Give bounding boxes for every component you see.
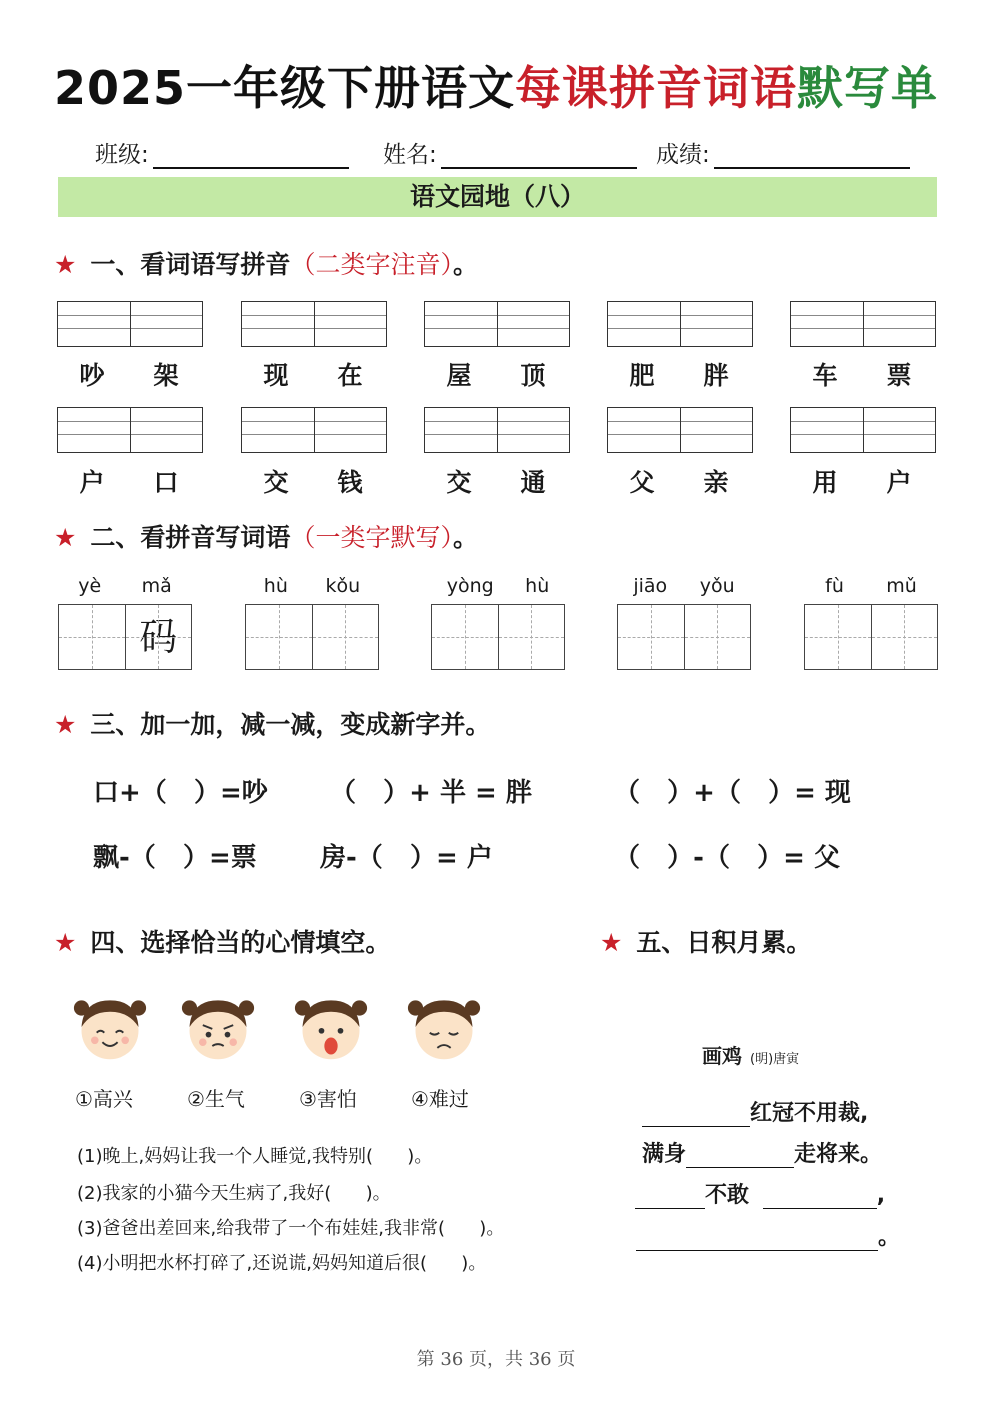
tianzige-box[interactable] [245,604,379,670]
pinyin-prompt [58,575,192,597]
section2-hint: （一类字默写） [290,523,453,552]
section1-heading [54,245,478,281]
title-part-red: 每课拼音词语 [515,61,798,115]
pinyin-cell[interactable] [497,302,570,346]
section3-heading [54,705,490,741]
word-char: 户 [886,468,912,497]
page-title [0,52,992,118]
tianzige-cell[interactable] [684,605,751,669]
class-field [95,136,349,169]
word-char: 车 [812,361,838,390]
word [605,356,753,392]
sentence-2: (2)我家的小猫今天生病了,我好( )。 [77,1183,391,1204]
poem-line-1-text: 红冠不用裁, [750,1101,869,1126]
score-label: 成绩: [656,142,710,168]
word [605,463,753,499]
word-char: 肥 [629,361,655,390]
poem-line-4 [636,1220,900,1251]
word-char: 交 [446,468,472,497]
word-char: 父 [629,468,655,497]
pinyin-syllable: hù [263,575,288,597]
mood-happy: ①高兴 [75,1087,133,1111]
pinyin-writing-box[interactable] [790,407,936,453]
pinyin-writing-box[interactable] [607,407,753,453]
poem-author: (明)唐寅 [750,1052,800,1067]
pinyin-cell[interactable] [425,302,497,346]
equation-6: （ ）-（ ）= 父 [614,843,840,873]
word-char: 交 [263,468,289,497]
tianzige-cell[interactable] [432,605,498,669]
name-field [383,136,637,169]
name-input-line[interactable] [441,143,637,169]
pinyin-cell[interactable] [314,408,387,452]
title-part-black: 2025一年级下册语文 [53,61,516,115]
word-char: 现 [263,361,289,390]
word-char: 通 [520,468,546,497]
tianzige-cell[interactable] [59,605,125,669]
tianzige-cell[interactable] [246,605,312,669]
score-field [656,136,910,169]
word [239,356,387,392]
pinyin-syllable: mǔ [886,575,917,597]
poem-comma: , [876,1183,886,1208]
tianzige-cell[interactable] [312,605,379,669]
pinyin-syllable: mǎ [141,575,172,597]
pinyin-cell[interactable] [425,408,497,452]
poem-line-3-text: 不敢 [705,1183,750,1208]
sentence-1: (1)晚上,妈妈让我一个人睡觉,我特别( )。 [77,1146,433,1167]
poem-blank[interactable] [636,1228,878,1251]
word [422,463,570,499]
pinyin-syllable: yè [78,575,102,597]
equation-2: （ ）+ 半 = 胖 [330,778,532,808]
pinyin-syllable: yǒu [699,575,735,597]
pinyin-writing-box[interactable] [57,407,203,453]
section1-title: 一、看词语写拼音 [90,250,291,279]
sad-face-icon [406,988,482,1066]
pinyin-cell[interactable] [680,408,753,452]
pinyin-writing-box[interactable] [57,301,203,347]
tianzige-cell[interactable] [498,605,565,669]
mood-sad: ④难过 [411,1087,469,1111]
word [55,463,203,499]
pinyin-cell[interactable] [791,302,863,346]
pinyin-cell[interactable] [314,302,387,346]
pinyin-syllable: fù [825,575,844,597]
word-char: 亲 [703,468,729,497]
poem-line-2 [642,1137,882,1168]
class-input-line[interactable] [153,143,349,169]
tianzige-box[interactable] [617,604,751,670]
star-icon: ★ [54,710,77,739]
section2-end: 。 [452,523,478,552]
pinyin-syllable: yòng [446,575,494,597]
word-char: 胖 [703,361,729,390]
word-char: 口 [153,468,179,497]
pinyin-writing-box[interactable] [607,301,753,347]
word [55,356,203,392]
word [788,356,936,392]
pinyin-cell[interactable] [680,302,753,346]
name-label: 姓名: [383,142,437,168]
pinyin-cell[interactable] [863,302,936,346]
tianzige-cell[interactable]: 码 [125,605,192,669]
poem-line-3 [635,1178,885,1209]
pinyin-writing-box[interactable] [241,407,387,453]
pinyin-writing-box[interactable] [424,407,570,453]
tianzige-box[interactable] [58,604,192,670]
word-char: 票 [886,361,912,390]
star-icon: ★ [54,523,77,552]
pinyin-cell[interactable] [863,408,936,452]
word-char: 户 [79,468,105,497]
pinyin-cell[interactable] [130,408,203,452]
poem-title [702,1040,799,1069]
mood-scared: ③害怕 [299,1087,357,1111]
pinyin-writing-box[interactable] [241,301,387,347]
word-char: 屋 [446,361,472,390]
tianzige-cell[interactable] [871,605,938,669]
word-char: 顶 [520,361,546,390]
pinyin-cell[interactable] [242,408,314,452]
section2-heading [54,518,478,554]
word [788,463,936,499]
pinyin-prompt [804,575,938,597]
word-char: 吵 [79,361,105,390]
star-icon: ★ [54,928,77,957]
mood-angry: ②生气 [187,1087,245,1111]
pinyin-prompt [617,575,751,597]
pinyin-syllable: jiāo [633,575,668,597]
poem-blank[interactable] [642,1104,750,1127]
section1-hint: （二类字注音） [290,250,453,279]
pinyin-cell[interactable] [608,302,680,346]
pinyin-writing-box[interactable] [424,301,570,347]
star-icon: ★ [600,928,623,957]
poem-line-2-end: 走将来。 [794,1142,883,1167]
pinyin-cell[interactable] [58,408,130,452]
word-char: 在 [337,361,363,390]
word [239,463,387,499]
pinyin-cell[interactable] [242,302,314,346]
scared-face-icon [293,988,369,1066]
tianzige-cell[interactable] [805,605,871,669]
pinyin-cell[interactable] [130,302,203,346]
section5-title: 五、日积月累。 [636,928,812,957]
poem-blank[interactable] [763,1186,877,1209]
section4-heading [54,923,390,959]
happy-face-icon [72,988,148,1066]
tianzige-box[interactable] [431,604,565,670]
equation-3: （ ）+（ ）= 现 [614,778,851,808]
sentence-3: (3)爸爸出差回来,给我带了一个布娃娃,我非常( )。 [77,1218,505,1239]
section4-title: 四、选择恰当的心情填空。 [90,928,391,957]
equation-5: 房-（ ）= 户 [320,843,493,873]
section2-title: 二、看拼音写词语 [90,523,291,552]
word-char: 钱 [337,468,363,497]
section3-title: 三、加一加，减一减，变成新字并。 [90,710,491,739]
pinyin-cell[interactable] [497,408,570,452]
class-label: 班级: [95,142,149,168]
score-input-line[interactable] [714,143,910,169]
poem-line-2-start: 满身 [642,1142,687,1167]
pinyin-cell[interactable] [608,408,680,452]
equation-4: 飘-（ ）=票 [93,843,257,873]
sentence-4: (4)小明把水杯打碎了,还说谎,妈妈知道后很( )。 [77,1253,487,1274]
star-icon: ★ [54,250,77,279]
pinyin-cell[interactable] [58,302,130,346]
poem-period: 。 [878,1225,901,1250]
page-footer: 第 36 页，共 36 页 [416,1349,576,1370]
equation-1: 口+（ ）=吵 [93,778,268,808]
title-part-green: 默写单 [797,61,939,115]
section5-heading [600,923,811,959]
pinyin-syllable: hù [525,575,550,597]
pinyin-writing-box[interactable] [790,301,936,347]
lesson-banner: 语文园地（八） [58,177,937,217]
word-char: 用 [812,468,838,497]
word-char: 架 [153,361,179,390]
tianzige-cell[interactable] [618,605,684,669]
angry-face-icon [180,988,256,1066]
poem-blank[interactable] [686,1145,794,1168]
poem-blank[interactable] [635,1186,705,1209]
poem-line-1 [642,1096,868,1127]
pinyin-cell[interactable] [791,408,863,452]
pinyin-prompt [431,575,565,597]
section1-end: 。 [452,250,478,279]
pinyin-syllable: kǒu [325,575,361,597]
pinyin-prompt [245,575,379,597]
word [422,356,570,392]
tianzige-box[interactable] [804,604,938,670]
poem-name: 画鸡 [702,1044,742,1068]
